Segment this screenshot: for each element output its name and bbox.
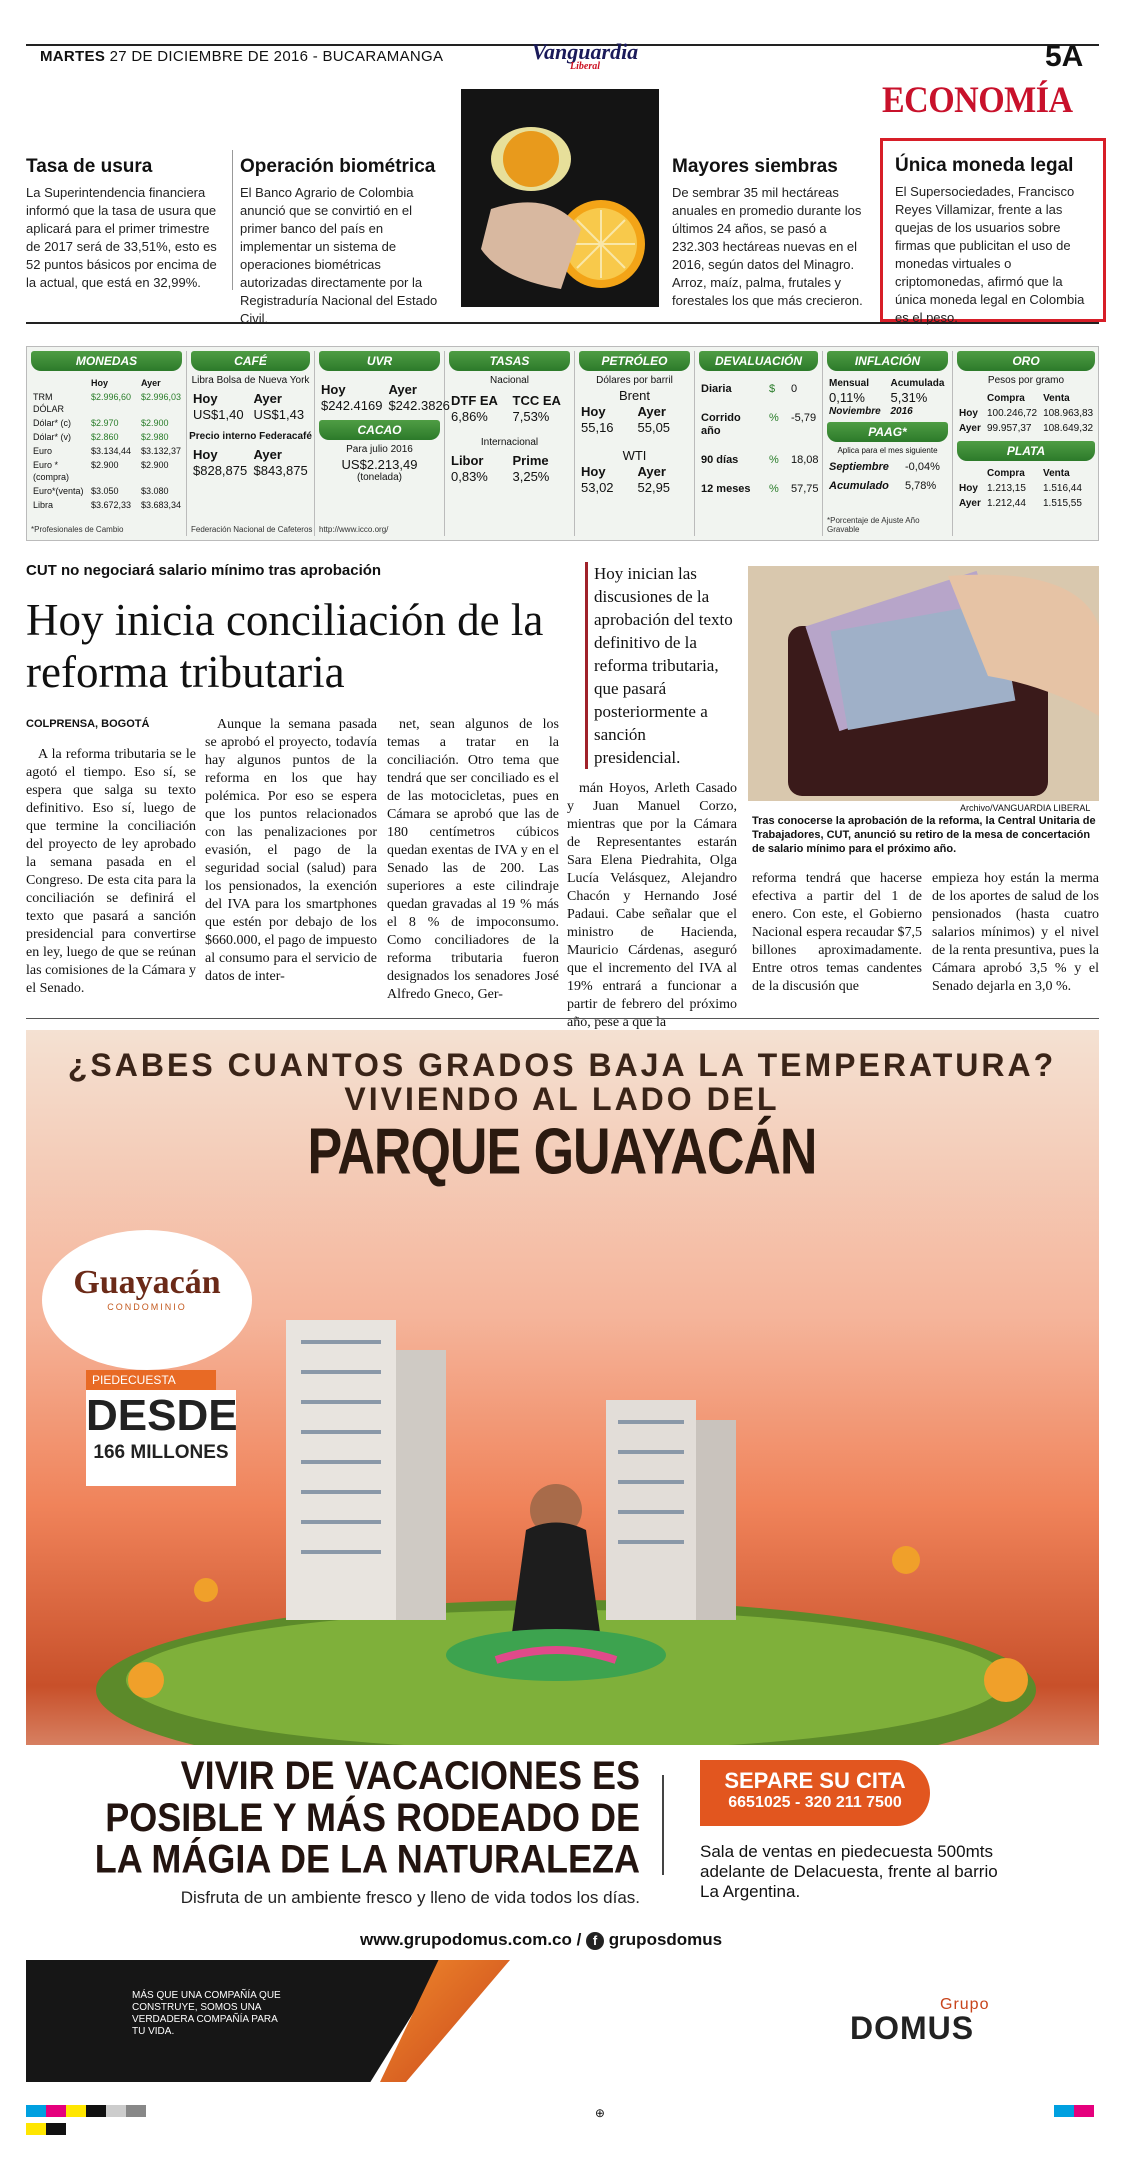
wallet-banknotes-illustration (748, 566, 1099, 801)
markets-inflacion (823, 351, 953, 536)
cafe-table: Hoy Ayer US$1,40 US$1,43 (193, 391, 305, 422)
oro-header: ORO (957, 351, 1095, 371)
ad-divider (662, 1775, 664, 1875)
devaluacion-header: DEVALUACIÓN (699, 351, 818, 371)
markets-oro (953, 351, 1099, 536)
article-pullquote: Hoy inician las discusiones de la aprobación del texto definitivo de la reforma tributaria, que pasará posteriormente a sanción presidencial. (585, 562, 735, 769)
monedas-table: Hoy Ayer TRM DÓLAR $2.996,60 $2.996,03 Dólar* (c) $2.970 $2.900 Dólar* (v) $2.860 $2.980 Euro $3.134,44 $3.132,37 Euro *(compra) $2.900 $2.900 Euro*(venta) $3.050 $3.080 Libra $3.672,33 $3.683,34 (33, 378, 182, 510)
ad-subtagline: Disfruta de un ambiente fresco y lleno de vida todos los días. (180, 1888, 640, 1907)
paag-sub: Aplica para el mes siguiente (837, 446, 938, 455)
uvr-table: Hoy Ayer $242.4169 $242.3826 (321, 382, 450, 413)
money-photo (748, 566, 1099, 801)
plata-table: Compra Venta Hoy 1.213,15 1.516,44 Ayer 1.212,44 1.515,55 (959, 468, 1082, 509)
page-number: 5A (1045, 40, 1084, 73)
ad-question: ¿SABES CUANTOS GRADOS BAJA LA TEMPERATURA? VIVIENDO AL LADO DEL (67, 1047, 1057, 1117)
plata-header: PLATA (957, 441, 1095, 461)
inflacion-header: INFLACIÓN (827, 351, 948, 371)
monedas-header: MONEDAS (31, 351, 182, 371)
brief-text: El Banco Agrario de Colombia anunció que se convirtió en el primer banco del país en implementar un sistema de operaciones biométricas autorizadas directamente por la Registraduría Nacional del Estado Civil. (240, 185, 438, 326)
print-color-bar (26, 2104, 1099, 2120)
brief-operacion-biometrica (240, 156, 440, 328)
brief-title: Mayores siembras (672, 156, 838, 177)
tasas-header: TASAS (449, 351, 570, 371)
brief-title: Operación biométrica (240, 156, 436, 177)
article-column-1: A la reforma tributaria se le agotó el tiempo. Eso sí, se espera que salga su texto definitivo. Eso sí, luego de que termine la conciliación del proyecto de ley aprobado la semana pasada en el Congreso. De esta cita para la conciliación se definirá el texto que pasará a sanción presidencial para convertirse en ley, luego de que se reúnan las comisiones de la Cámara y el Senado. (26, 747, 196, 996)
percent-icon: % (769, 483, 779, 495)
advertisement[interactable] (26, 1030, 1099, 1850)
oro-table: Compra Venta Hoy 100.246,72 108.963,83 Ayer 99.957,37 108.649,32 (959, 393, 1094, 434)
article-column-5: reforma tendrá que hacerse efectiva a partir del 1 de enero. Con este, el Gobierno Nacional espera recaudar $7,5 billones aproximadamente. Entre otros temas candentes de la discusión que (752, 871, 922, 994)
cafe-footnote: Federación Nacional de Cafeteros (191, 525, 313, 534)
article-byline: COLPRENSA, BOGOTÁ (26, 718, 150, 730)
section-title: ECONOMÍA (882, 80, 1073, 121)
brief-title: Tasa de usura (26, 156, 153, 177)
article-column-3: net, sean algunos de los temas a tratar en la conciliación. Otro tema que tendrá que ser conciliado es el de las motocicletas, pues en Cámara se aprobó que las de 180 centímetros cúbicos quedan exentas de IVA y en el Senado las de 200. Las superiores a este cilindraje quedan gravadas al 19 % más el 8 % de impoconsumo. Como conciliadores de la reforma tributaria fueron designados los senadores José Alfredo Gneco, Ger- (387, 717, 559, 1002)
photo-credit: Archivo/VANGUARDIA LIBERAL (960, 803, 1091, 813)
percent-icon: % (769, 454, 779, 466)
cafe-header: CAFÉ (191, 351, 310, 371)
guayacan-logo: Guayacán CONDOMINIO (42, 1230, 252, 1370)
appointment-badge[interactable]: SEPARE SU CITA 6651025 - 320 211 7500 (700, 1760, 930, 1826)
social-handle[interactable]: gruposdomus (608, 1930, 723, 1949)
article-column-6: empieza hoy están la merma de los aportes de salud de los pensionados (hasta cuatro salarios mínimos) y el nivel de la renta presuntiva, pues la Cámara aprobó 3,5 % y el Senado dejarla en 3,0 %. (932, 871, 1099, 994)
brent-label: Brent (618, 388, 651, 403)
domus-logo: Grupo DOMUS (850, 1996, 990, 2046)
brief-text: De sembrar 35 mil hectáreas anuales en promedio durante los últimos 24 años, se pasó a 232.303 hectáreas nuevas en el 2016, según datos del Minagro. Arroz, maíz, palma, frutales y forestales los que más crecieron. (672, 185, 863, 308)
cacao-footnote[interactable]: http://www.icco.org/ (319, 525, 389, 534)
inflacion-table: Mensual Acumulada 0,11% 5,31% Noviembre 2016 (829, 378, 945, 417)
ad-slogan: MÁS QUE UNA COMPAÑÍA QUE CONSTRUYE, SOMOS UNA VERDADERA COMPAÑÍA PARA TU VIDA. (132, 1990, 281, 2037)
cafe-sub2: Precio interno Federacafé (189, 431, 312, 442)
ad-tagline: VIVIR DE VACACIONES ES POSIBLE Y MÁS RODEADO DE LA MÁGIA DE LA NATURALEZA (94, 1752, 640, 1882)
section-rule (26, 322, 1099, 324)
paag-header: PAAG* (827, 422, 948, 442)
cacao-unit: (tonelada) (356, 472, 403, 483)
markets-tasas (445, 351, 575, 536)
wti-table: Hoy Ayer 53,02 52,95 (581, 464, 671, 495)
sales-room-info: Sala de ventas en piedecuesta 500mts adelante de Delacuesta, frente al barrio La Argentina. (700, 1842, 998, 1901)
tasas-sub: Nacional (490, 375, 529, 386)
brief-title: Única moneda legal (895, 155, 1074, 176)
column-divider (232, 150, 233, 290)
markets-petroleo (575, 351, 695, 536)
markets-monedas (27, 351, 187, 536)
oro-sub: Pesos por gramo (987, 375, 1065, 386)
paag-table: Septiembre -0,04% Acumulado 5,78% (829, 461, 940, 492)
brief-tasa-usura (26, 156, 226, 292)
ad-place: PIEDECUESTA (86, 1370, 216, 1390)
markets-devaluacion (695, 351, 823, 536)
website-link[interactable]: www.grupodomus.com.co / (360, 1930, 582, 1949)
article-column-4: mán Hoyos, Arleth Casado y Juan Manuel Corzo, mientras que por la Cámara de Representantes estarán Sara Elena Piedrahita, Olga Lucía Velásquez, Alejandro Chacón y Hernando José Padaui. Cabe señalar que el ministro de Hacienda, Mauricio Cárdenas, aseguró que el incremento del IVA al 19% entrará a funcionar a partir de febrero del próximo año, pese a que la (567, 781, 737, 1030)
orange-illustration (461, 89, 659, 307)
brief-text: El Supersociedades, Francisco Reyes Villamizar, frente a las quejas de los usuarios sobre firmas que publicitan el uso de monedas virtuales o criptomonedas, afirmó que la única moneda legal en Colombia es el peso. (895, 184, 1085, 325)
cacao-header: CACAO (319, 420, 440, 440)
photo-caption: Tras conocerse la aprobación de la reforma, la Central Unitaria de Trabajadores, CUT, anunció su retiro de la mesa de concertación de salario mínimo para el próximo año. (752, 815, 1096, 855)
registration-mark-icon: ⊕ (594, 2106, 605, 2120)
orange-photo (461, 89, 659, 307)
brent-table: Hoy Ayer 55,16 55,05 (581, 404, 671, 435)
article-kicker: CUT no negociará salario mínimo tras aprobación (26, 562, 382, 579)
percent-icon: % (769, 412, 779, 424)
cacao-sub: Para julio 2016 (346, 444, 413, 455)
petroleo-sub: Dólares por barril (596, 375, 673, 386)
ad-title: PARQUE GUAYACÁN (307, 1115, 817, 1189)
header-date: MARTES 27 DE DICIEMBRE DE 2016 - BUCARAMANGA (40, 48, 444, 65)
devaluacion-table: Diaria $ 0 Corrido año % -5,79 90 días % 18,08 12 meses % 57,75 (701, 383, 819, 495)
ad-website[interactable] (360, 1930, 960, 1950)
dollar-icon: $ (769, 383, 776, 395)
tasas-table: DTF EA TCC EA 6,86% 7,53% (451, 393, 561, 424)
article-rule (26, 1018, 1099, 1019)
cafe-table2: Hoy Ayer $828,875 $843,875 (193, 447, 308, 478)
market-indicators (26, 346, 1099, 541)
brief-text: La Superintendencia financiera informó que la tasa de usura que aplicará para el primer trimestre de 2017 será de 33,51%, esto es 52 puntos básicos por encima de la actual, que está en 32,99%. (26, 185, 217, 290)
article-headline[interactable]: Hoy inicia conciliación de la reforma tributaria (26, 595, 544, 697)
cafe-sub: Libra Bolsa de Nueva York (191, 375, 310, 386)
tasas-table2: Libor Prime 0,83% 3,25% (451, 453, 550, 484)
monedas-footnote: *Profesionales de Cambio (31, 525, 124, 534)
brief-mayores-siembras (672, 156, 872, 310)
markets-uvr (315, 351, 450, 536)
petroleo-header: PETRÓLEO (579, 351, 690, 371)
newspaper-logo[interactable]: Vanguardia Liberal (531, 39, 639, 72)
cacao-value: US$2.213,49 (341, 457, 418, 472)
facebook-icon[interactable]: f (586, 1932, 604, 1950)
article-column-2: Aunque la semana pasada se aprobó el proyecto, todavía hay algunos puntos de la reforma en los que hay polémica. Por eso se espera que los puntos relacionados con las penalizaciones por evasión, el pago de la seguridad social (salud) para los pensionados, la exención del IVA para los smartphones que estén por debajo de los $660.000, el pago de impuesto al consumo para el servicio de datos de inter- (205, 717, 377, 984)
price-box: DESDE 166 MILLONES (86, 1390, 236, 1486)
paag-footnote: *Porcentaje de Ajuste Año Gravable (827, 516, 920, 534)
brief-unica-moneda-legal[interactable] (880, 138, 1106, 325)
tasas-sub2: Internacional (480, 437, 539, 448)
markets-cafe (187, 351, 315, 536)
uvr-header: UVR (319, 351, 440, 371)
wti-label: WTI (622, 448, 647, 463)
